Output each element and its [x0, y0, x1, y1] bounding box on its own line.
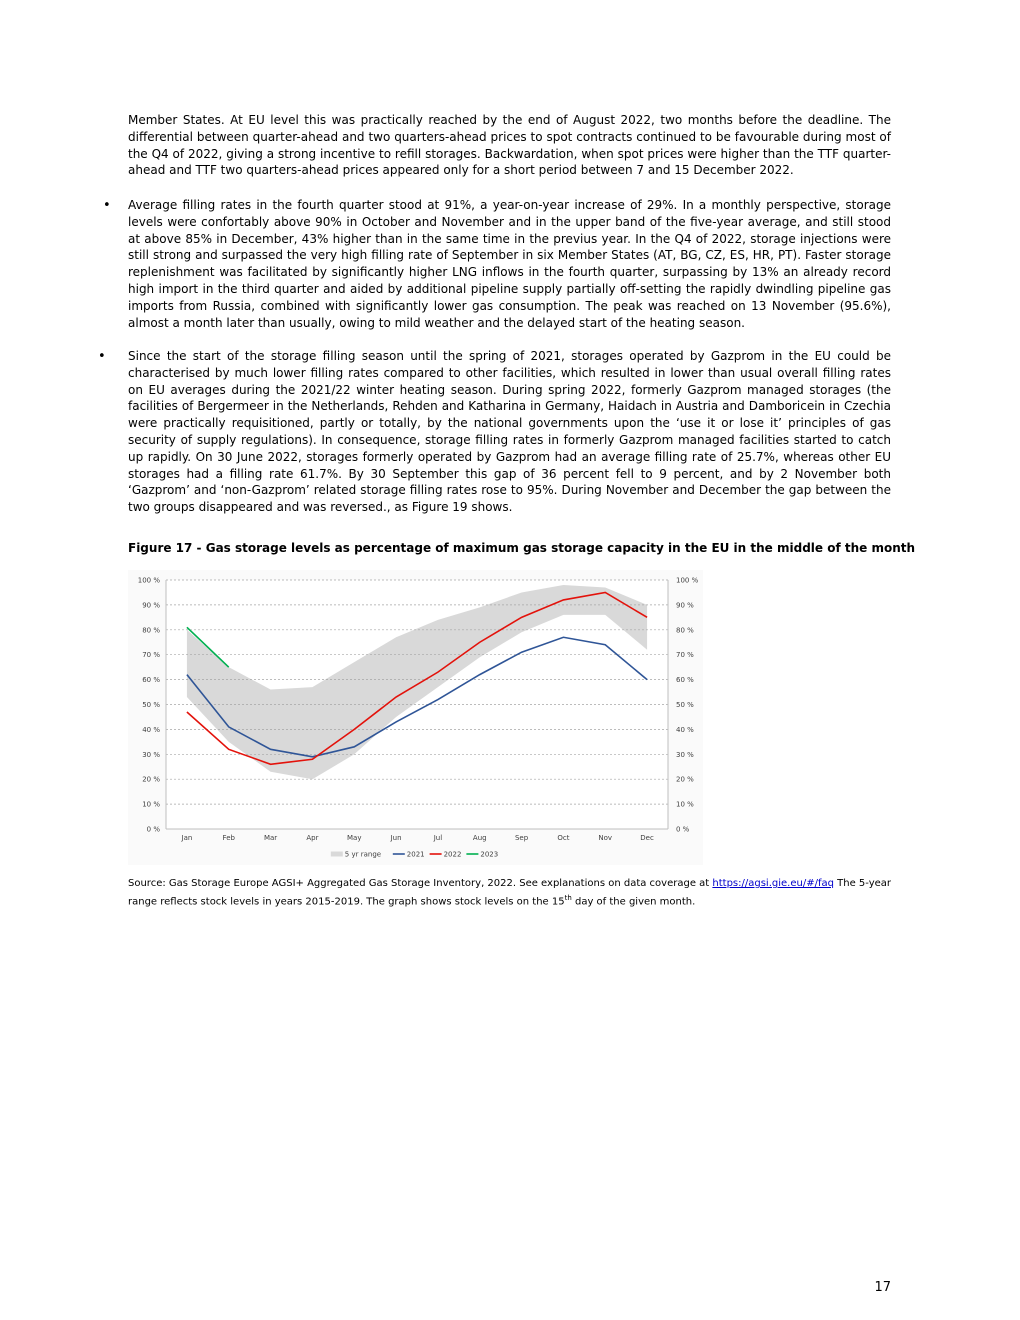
y-tick-label-left: 90 % — [142, 601, 160, 610]
y-tick-label-right: 10 % — [676, 800, 694, 809]
x-tick-label: Sep — [514, 834, 529, 842]
source-suffix: day of the given month. — [571, 896, 696, 908]
x-tick-label: Nov — [598, 834, 613, 842]
y-tick-label-left: 0 % — [146, 825, 160, 834]
x-tick-label: Apr — [306, 834, 319, 842]
figure-title: Figure 17 - Gas storage levels as percentage of maximum gas storage capacity in the EU in the middle of the month — [128, 541, 916, 555]
y-tick-label-right: 0 % — [676, 825, 690, 834]
y-tick-label-right: 80 % — [676, 626, 694, 635]
x-tick-label: Oct — [557, 834, 570, 842]
y-tick-label-right: 90 % — [676, 601, 694, 610]
y-tick-label-left: 30 % — [142, 750, 160, 759]
legend-label: 5 yr range — [344, 850, 382, 859]
legend-label: 2023 — [480, 850, 499, 859]
agsi-faq-link[interactable]: https://agsi.gie.eu/#/faq — [712, 878, 834, 889]
legend-label: 2022 — [443, 850, 462, 859]
gas-storage-chart — [128, 570, 703, 865]
bullet-marker: • — [103, 198, 111, 213]
y-tick-label-left: 20 % — [142, 775, 160, 784]
legend-swatch-range — [331, 852, 343, 857]
source-prefix: Source: Gas Storage Europe AGSI+ Aggregated Gas Storage Inventory, 2022. See explanations on data coverage at — [128, 878, 713, 889]
bullet-marker: • — [98, 349, 106, 364]
x-tick-label: Jul — [433, 834, 443, 842]
y-tick-label-right: 20 % — [676, 775, 694, 784]
x-tick-label: Feb — [222, 834, 235, 842]
y-tick-label-left: 40 % — [142, 725, 160, 734]
paragraph-filling-rates: Average filling rates in the fourth quarter stood at 91%, a year-on-year increase of 29%. In a monthly perspective, storage levels were confortably above 90% in October and November and in the upper band of the five-year average, and still stood at above 85% in December, 43% higher than in the same time in the previus year. In the Q4 of 2022, storage injections were still strong and surpassed the very high filling rate of September in six Member States (AT, BG, CZ, ES, HR, PT). Faster storage replenishment was facilitated by significantly higher LNG inflows in the fourth quarter, surpassing by 13% an already record high import in the third quarter and aided by additional pipeline supply partially off-setting the rapidly dwindling pipeline gas imports from Russia, combined with significantly lower gas consumption. The peak was reached on 13 November (95.6%), almost a month later than usually, owing to mild weather and the delayed start of the heating season. — [128, 198, 891, 330]
paragraph-storage-target: Member States. At EU level this was practically reached by the end of August 2022, two months before the deadline. The differential between quarter-ahead and two quarters-ahead prices to spot contracts continued to be favourable during most of the Q4 of 2022, giving a strong incentive to refill storages. Backwardation, when spot prices were higher than the TTF quarter-ahead and TTF two quarters-ahead prices appeared only for a short period between 7 and 15 December 2022. — [128, 113, 891, 178]
paragraph-gazprom-storages: Since the start of the storage filling season until the spring of 2021, storages operated by Gazprom in the EU could be characterised by much lower filling rates compared to other facilities, which resulted in lower than usual overall filling rates on EU averages during the 2021/22 winter heating season. During spring 2022, formerly Gazprom managed storages (the facilities of Bergermeer in the Netherlands, Rehden and Katharina in Germany, Haidach in Austria and Damboricein in Czechia were practically requisitioned, partly or totally, by the national governments upon the ‘use it or lose it’ principles of gas security of supply regulations). In consequence, storage filling rates in formerly Gazprom managed facilities started to catch up rapidly. On 30 June 2022, storages formerly operated by Gazprom had an average filling rate of 25.7%, whereas other EU storages had a filling rate 61.7%. By 30 September this gap of 36 percent fell to 9 percent, and by 2 November both ‘Gazprom’ and ‘non-Gazprom’ related storage filling rates rose to 95%. During November and December the gap between the two groups disappeared and was reversed., as Figure 19 shows. — [128, 349, 891, 515]
y-tick-label-left: 50 % — [142, 701, 160, 709]
y-tick-label-left: 10 % — [142, 800, 160, 809]
source-sup: th — [564, 894, 572, 902]
x-tick-label: Jan — [181, 834, 193, 842]
y-tick-label-left: 80 % — [142, 626, 160, 635]
figure-source-note — [128, 876, 891, 909]
y-tick-label-right: 100 % — [676, 576, 699, 585]
x-tick-label: May — [347, 834, 362, 842]
y-tick-label-left: 100 % — [137, 576, 160, 585]
y-tick-label-right: 50 % — [676, 701, 694, 709]
legend-label: 2021 — [406, 850, 425, 859]
y-tick-label-left: 60 % — [142, 676, 160, 685]
x-tick-label: Dec — [640, 834, 654, 842]
x-tick-label: Mar — [263, 834, 278, 842]
chart-svg — [128, 570, 703, 865]
y-tick-label-right: 40 % — [676, 725, 694, 734]
x-tick-label: Jun — [390, 834, 402, 842]
y-tick-label-right: 70 % — [676, 651, 694, 660]
y-tick-label-right: 60 % — [676, 676, 694, 685]
y-tick-label-left: 70 % — [142, 651, 160, 660]
page-number: 17 — [874, 1280, 891, 1295]
source-mid: The 5-year range reflects stock levels in years 2015-2019. The graph shows stock levels on the 15 — [128, 878, 892, 908]
y-tick-label-right: 30 % — [676, 750, 694, 759]
x-tick-label: Aug — [472, 834, 487, 842]
